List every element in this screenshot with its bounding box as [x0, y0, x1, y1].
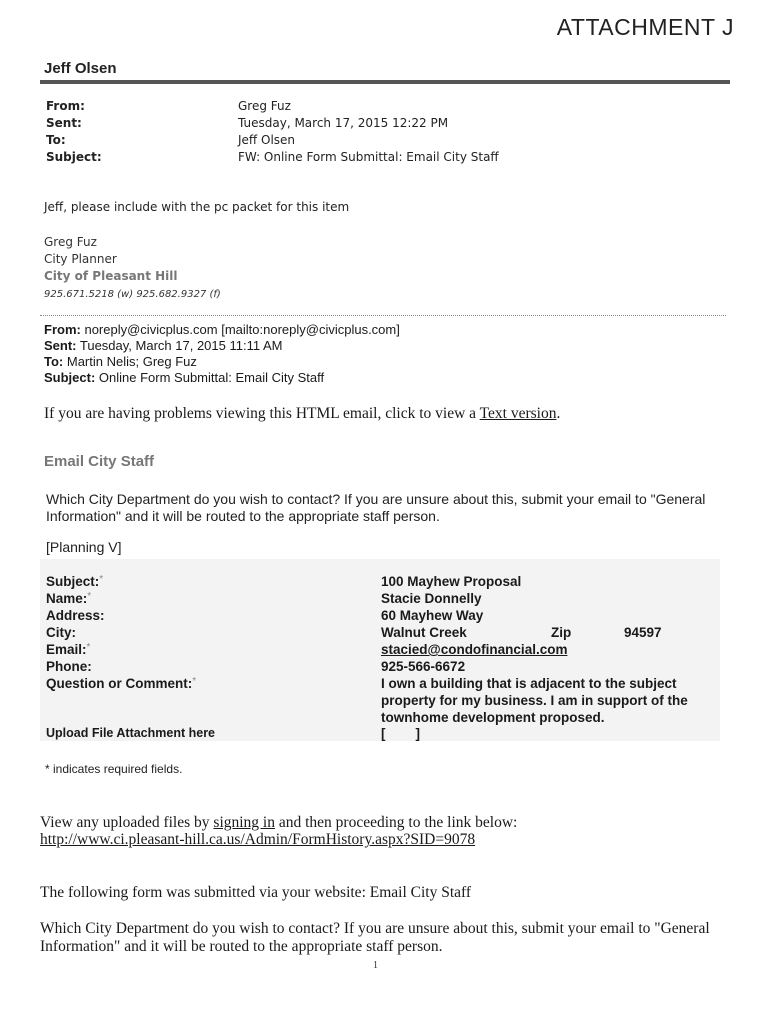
html-notice-text: If you are having problems viewing this HTML email, click to view a [44, 405, 477, 422]
sent-value: Tuesday, March 17, 2015 12:22 PM [238, 116, 449, 130]
field-name-label: Name:* [46, 591, 92, 606]
question-repeat-line2: Information" and it will be routed to the appropriate staff person. [40, 938, 443, 955]
field-zip-label: Zip [551, 625, 572, 640]
field-city-value: Walnut Creek [381, 625, 467, 640]
body-message: Jeff, please include with the pc packet for this item [44, 200, 350, 214]
signature-title: City Planner [44, 252, 117, 266]
field-email-value[interactable]: stacied@condofinancial.com [381, 642, 568, 657]
view-files-text-before: View any uploaded files by [40, 814, 210, 831]
field-phone-label: Phone: [46, 659, 92, 674]
field-subject-label: Subject:* [46, 574, 104, 589]
required-note: * indicates required fields. [45, 762, 183, 776]
field-comment-label: Question or Comment:* [46, 676, 197, 691]
page-number: 1 [373, 960, 378, 971]
field-zip-value: 94597 [624, 625, 662, 640]
from-value: Greg Fuz [238, 99, 291, 113]
field-subject-value: 100 Mayhew Proposal [381, 574, 522, 589]
text-version-link[interactable]: Text version [479, 405, 557, 422]
header-rule [40, 80, 730, 84]
subject-value: FW: Online Form Submittal: Email City Staff [238, 150, 499, 164]
signature-city: City of Pleasant Hill [44, 269, 178, 283]
submitted-line: The following form was submitted via your website: Email City Staff [40, 884, 472, 901]
required-mark: * [192, 676, 197, 687]
sender-name: Jeff Olsen [44, 60, 117, 77]
form-title: Email City Staff [44, 453, 155, 470]
view-files-line [40, 814, 517, 832]
to-value: Jeff Olsen [238, 133, 296, 147]
signing-in-link[interactable]: signing in [213, 814, 275, 831]
attachment-label: ATTACHMENT J [556, 14, 734, 40]
view-files-text-after: and then proceeding to the link below: [278, 814, 518, 831]
fwd-to-line [44, 354, 197, 370]
field-comment-line2: property for my business. I am in support of the [381, 693, 688, 708]
form-department: [Planning V] [46, 539, 122, 555]
fwd-sent-value: Tuesday, March 17, 2015 11:11 AM [79, 338, 283, 353]
to-label: To: [46, 133, 66, 147]
fwd-subject-value: Online Form Submittal: Email City Staff [98, 370, 325, 385]
fwd-from-label: From: [44, 322, 81, 337]
fwd-subject-line [44, 370, 324, 386]
form-question-line2: Information" and it will be routed to the appropriate staff person. [46, 508, 440, 524]
required-mark: * [99, 574, 104, 585]
field-comment-line1: I own a building that is adjacent to the subject [381, 676, 677, 691]
field-email-label: Email:* [46, 642, 91, 657]
fwd-sent-label: Sent: [44, 338, 77, 353]
sent-label: Sent: [46, 116, 82, 130]
html-notice [44, 405, 560, 423]
signature-name: Greg Fuz [44, 235, 97, 249]
separator-rule [40, 315, 726, 316]
field-name-value: Stacie Donnelly [381, 591, 482, 606]
form-fields-table [40, 559, 720, 741]
required-mark: * [86, 642, 91, 653]
signature-phones: 925.671.5218 (w) 925.682.9327 (f) [44, 289, 221, 300]
fwd-from-line [44, 322, 400, 338]
question-repeat-line1: Which City Department do you wish to contact? If you are unsure about this, submit your email to "General [40, 920, 710, 937]
field-phone-value: 925-566-6672 [381, 659, 466, 674]
form-question-line1: Which City Department do you wish to contact? If you are unsure about this, submit your email to "General [46, 491, 706, 507]
subject-label: Subject: [46, 150, 102, 164]
fwd-sent-line [44, 338, 282, 354]
fwd-to-value: Martin Nelis; Greg Fuz [66, 354, 197, 369]
html-notice-end: . [556, 405, 561, 422]
form-history-link[interactable]: http://www.ci.pleasant-hill.ca.us/Admin/FormHistory.aspx?SID=9078 [40, 831, 476, 848]
field-comment-line3: townhome development proposed. [381, 710, 605, 725]
from-label: From: [46, 99, 85, 113]
field-upload-value: [ ] [381, 726, 420, 741]
field-upload-label: Upload File Attachment here [46, 726, 216, 740]
required-mark: * [87, 591, 92, 602]
fwd-subject-label: Subject: [44, 370, 96, 385]
fwd-from-value: noreply@civicplus.com [mailto:noreply@civicplus.com] [84, 322, 400, 337]
field-address-value: 60 Mayhew Way [381, 608, 484, 623]
field-city-label: City: [46, 625, 76, 640]
field-address-label: Address: [46, 608, 105, 623]
fwd-to-label: To: [44, 354, 64, 369]
